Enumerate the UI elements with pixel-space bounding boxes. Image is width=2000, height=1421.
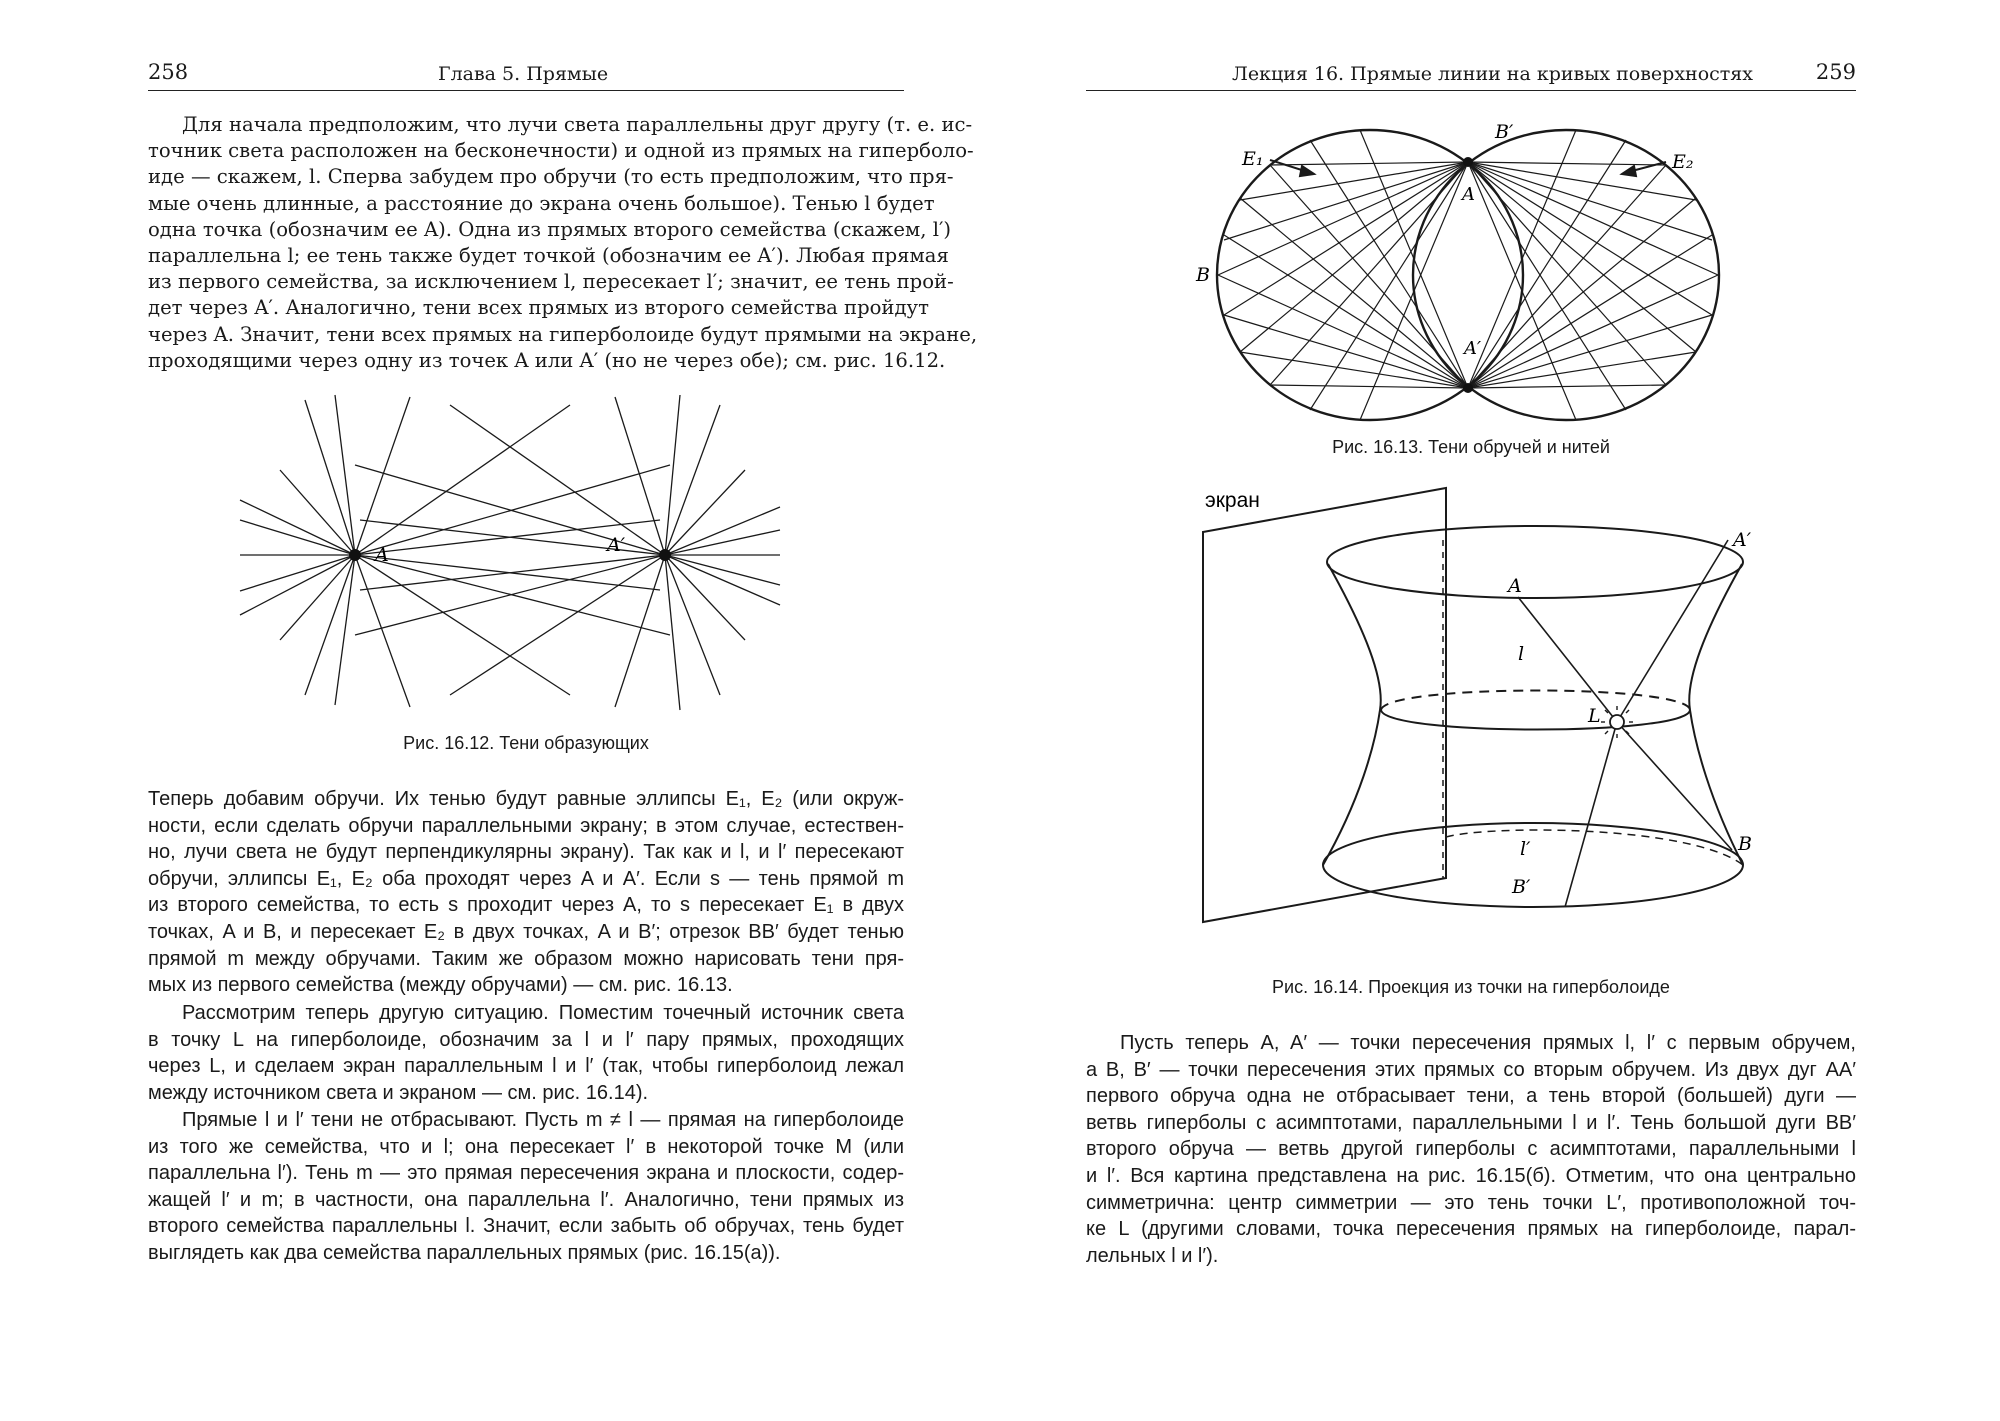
line-to-B xyxy=(1617,722,1732,850)
label-L: L xyxy=(1588,705,1601,727)
paragraph-4 xyxy=(148,1107,904,1267)
text-line: мых из первого семейства (между обручами) — см. рис. 16.13. xyxy=(148,974,733,997)
label-l: l xyxy=(1518,643,1525,665)
running-title-right: Лекция 16. Прямые линии на кривых поверхностях xyxy=(1232,63,1753,85)
text-line: точник света расположен на бесконечности) и одной из прямых на гиперболо- xyxy=(148,139,974,163)
pencil-lines-A-prime xyxy=(355,395,780,710)
page-number-right: 259 xyxy=(1815,60,1856,84)
right-contour xyxy=(1689,564,1743,865)
line-l xyxy=(1518,597,1617,722)
paragraph-3 xyxy=(148,1000,904,1106)
pencil-lines-A xyxy=(240,395,670,707)
label-A: A xyxy=(375,544,389,566)
text-line: а B, B′ — точки пересечения этих прямых со вторым обручем. Из двух дуг AA′ xyxy=(1086,1058,1856,1081)
text-line: но, лучи света не будут перпендикулярны экрану). Так как и l, и l′ пересекают xyxy=(148,841,904,864)
label-B-prime: B′ xyxy=(1512,876,1531,898)
text-line: проходящими через одну из точек A или A′ (но не через обе); см. рис. 16.12. xyxy=(148,348,946,372)
caption-16-12: Рис. 16.12. Тени образующих xyxy=(403,733,649,753)
text-line: ности, если сделать обручи параллельными экрану; в этом случае, естествен- xyxy=(148,814,904,837)
line-l-prime xyxy=(1565,722,1617,907)
point-A-prime xyxy=(1463,383,1473,393)
text-line: второго семейства параллельны l. Значит, если забыть об обручах, тень будет xyxy=(148,1215,904,1238)
label-E1: E₁ xyxy=(1242,148,1264,170)
text-line: и l′. Вся картина представлена на рис. 16.15(б). Отметим, что она центрально xyxy=(1086,1164,1856,1187)
text-line: Теперь добавим обручи. Их тенью будут равные эллипсы E₁, E₂ (или окруж- xyxy=(148,788,904,810)
label-B: B xyxy=(1196,264,1210,286)
text-line: из первого семейства, за исключением l, пересекает l′; значит, ее тень прой- xyxy=(148,270,954,294)
figure-16-13 xyxy=(1196,120,1730,430)
paragraph-5 xyxy=(1086,1030,1856,1269)
text-line: из второго семейства, то есть s проходит через A, то s пересекает E₁ в двух xyxy=(148,894,904,917)
caption-16-13: Рис. 16.13. Тени обручей и нитей xyxy=(1332,437,1610,457)
text-line: в точку L на гиперболоиде, обозначим за l и l′ пару прямых, проходящих xyxy=(148,1028,904,1051)
text-line: ке L (другими словами, точка пересечения прямых на гиперболоиде, парал- xyxy=(1086,1218,1856,1241)
text-line: симметрична: центр симметрии — это тень точки L′, противоположной точ- xyxy=(1086,1191,1856,1214)
text-line: ветвь гиперболы с асимптотами, параллельными l и l′. Тень большой дуги BB′ xyxy=(1086,1111,1856,1134)
text-line: между источником света и экраном — см. рис. 16.14). xyxy=(148,1081,649,1104)
point-A xyxy=(349,549,361,561)
threads xyxy=(1218,130,1718,420)
label-B: B xyxy=(1738,833,1752,855)
text-line: параллельна l′). Тень m — это прямая пересечения экрана и плоскости, содер- xyxy=(148,1162,904,1185)
right-running-header xyxy=(1086,60,1856,91)
text-line: Для начала предположим, что лучи света параллельны друг другу (т. е. ис- xyxy=(182,113,973,136)
ellipse-E1 xyxy=(1217,130,1523,420)
ellipse-E2 xyxy=(1413,130,1719,420)
figure-16-12 xyxy=(260,395,780,695)
text-line: мые очень длинные, а расстояние до экрана очень большое). Тенью l будет xyxy=(148,191,935,215)
text-line: выглядеть как два семейства параллельных прямых (рис. 16.15(а)). xyxy=(148,1241,781,1264)
text-line: Прямые l и l′ тени не отбрасывают. Пусть m ≠ l — прямая на гиперболоиде xyxy=(182,1109,904,1131)
bottom-back-dashed xyxy=(1446,830,1743,865)
text-line: точках, A и B, и пересекает E₂ в двух точках, A и B′; отрезок BB′ будет тенью xyxy=(148,920,904,943)
line-l-upper xyxy=(1617,540,1728,722)
text-line: первого обруча одна не отбрасывает тени, а тень второй (большей) дуги — xyxy=(1086,1085,1856,1108)
text-line: через A. Значит, тени всех прямых на гиперболоиде будут прямыми на экране, xyxy=(148,322,978,346)
paragraph-2 xyxy=(148,786,904,999)
running-title-left: Глава 5. Прямые xyxy=(438,63,609,85)
light-source-L xyxy=(1610,715,1624,729)
label-E2: E₂ xyxy=(1672,151,1694,173)
text-line: второго обруча — ветвь другой гиперболы с асимптотами, параллельными l xyxy=(1086,1138,1856,1161)
text-line: дет через A′. Аналогично, тени всех прямых из второго семейства пройдут xyxy=(148,296,929,320)
figure-16-14 xyxy=(1190,480,1780,940)
page-number-left: 258 xyxy=(148,60,189,84)
text-line: Рассмотрим теперь другую ситуацию. Поместим точечный источник света xyxy=(182,1002,904,1024)
left-running-header xyxy=(148,60,904,91)
text-line: через L, и сделаем экран параллельным l и l′ (так, чтобы гиперболоид лежал xyxy=(148,1055,904,1078)
text-line: параллельна l; ее тень также будет точкой (обозначим ее A′). Любая прямая xyxy=(148,244,949,268)
label-A-prime: A′ xyxy=(1733,529,1752,551)
text-line: обручи, эллипсы E₁, E₂ оба проходят через A и A′. Если s — тень прямой m xyxy=(148,867,904,890)
text-line: из того же семейства, что и l; она пересекает l′ в некоторой точке M (или xyxy=(148,1135,904,1158)
screen-plane xyxy=(1203,488,1446,922)
text-line: прямой m между обручами. Таким же образом можно нарисовать тени пря- xyxy=(148,947,904,970)
text-line: Пусть теперь A, A′ — точки пересечения прямых l, l′ с первым обручем, xyxy=(1120,1032,1856,1054)
label-A: A xyxy=(1462,184,1475,205)
ellipses xyxy=(1217,130,1719,420)
label-A-prime: A′ xyxy=(1464,338,1482,359)
text-line: одна точка (обозначим ее A). Одна из прямых второго семейства (скажем, l′) xyxy=(148,217,952,241)
label-A: A xyxy=(1508,575,1522,597)
text-line: жащей l′ и m; в частности, она параллельна l′. Аналогично, тени прямых из xyxy=(148,1188,904,1211)
label-B-prime: B′ xyxy=(1495,121,1514,143)
caption-16-14: Рис. 16.14. Проекция из точки на гиперболоиде xyxy=(1272,977,1670,997)
label-A-prime: A′ xyxy=(607,534,626,556)
label-screen: экран xyxy=(1205,489,1260,512)
paragraph-1 xyxy=(148,112,978,374)
right-page xyxy=(1000,0,2000,1421)
point-A-prime xyxy=(659,549,671,561)
text-line: лельных l и l′). xyxy=(1086,1244,1219,1267)
text-line: иде — скажем, l. Сперва забудем про обручи (то есть предположим, что пря- xyxy=(148,165,954,189)
point-A xyxy=(1463,157,1473,167)
label-l-prime: l′ xyxy=(1520,838,1531,860)
